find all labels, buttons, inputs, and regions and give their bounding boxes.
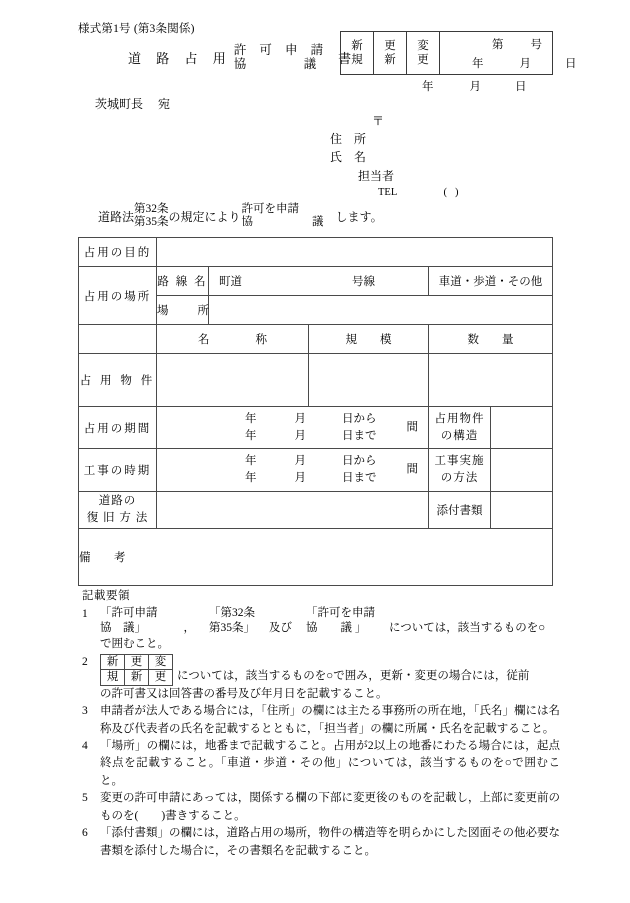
label-method — [429, 449, 491, 491]
note-2-cell-renewal-top: 更 — [125, 654, 149, 669]
note-4-number: 4 — [82, 739, 88, 752]
notes-section — [82, 588, 560, 860]
note-1-pair-2-bottom: 第35条」 — [209, 622, 255, 635]
permit-kind-new[interactable] — [341, 32, 374, 74]
period-from-year: 年 — [245, 413, 257, 425]
permit-kind-renewal-bottom: 新 — [384, 54, 396, 66]
law-suffix: します。 — [335, 209, 383, 224]
road-type-text: 車道・歩道・その他 — [438, 276, 543, 288]
label-restore — [79, 491, 157, 528]
note-2-text: については，該当するものを○で囲み，更新・変更の場合には，従前 — [177, 669, 530, 682]
title-option-permit: 許 可 申 請 — [233, 43, 329, 57]
note-1-pair-3 — [306, 606, 375, 636]
law-action-consultation: 協 議 — [241, 216, 336, 229]
input-route-name[interactable] — [209, 267, 429, 296]
input-period[interactable] — [157, 407, 429, 449]
application-main-table — [78, 237, 553, 586]
table-row-purpose — [79, 238, 553, 267]
note-item-5 — [82, 790, 560, 825]
note-1-pair-1-top: 「許可申請 — [100, 607, 158, 620]
route-value-text: 町道 — [219, 276, 242, 288]
note-2-kind-top-row — [101, 654, 173, 669]
note-item-1 — [82, 606, 560, 653]
period-from-line — [157, 411, 428, 428]
input-method[interactable] — [491, 449, 553, 491]
label-place: 占用の場所 — [79, 267, 157, 325]
permit-date-year: 年 — [472, 58, 484, 70]
label-object: 占 用 物 件 — [79, 354, 157, 407]
permit-number-prefix: 第 — [492, 39, 504, 51]
note-1-number: 1 — [82, 608, 88, 621]
note-2-kind-table — [100, 654, 173, 686]
period-duration-unit: 間 — [406, 421, 418, 434]
table-row-remarks — [79, 528, 553, 585]
label-restore-l2: 復 旧 方 法 — [86, 511, 149, 524]
label-structure — [429, 407, 491, 449]
note-6-number: 6 — [82, 827, 88, 840]
permit-number-box — [340, 31, 577, 75]
period-to-year: 年 — [245, 429, 257, 442]
label-attachment: 添付書類 — [429, 491, 491, 528]
note-1-tail: については，該当するものを○ — [389, 622, 546, 635]
road-type-options[interactable] — [429, 267, 553, 296]
table-row-object-header — [79, 325, 553, 354]
law-clause-32: 第32条 — [134, 203, 169, 215]
period-to-line — [157, 428, 428, 445]
permit-date-line — [440, 55, 577, 71]
label-restore-l1: 道路の — [98, 495, 137, 508]
note-1-pair-3-bottom: 協 議 」 — [306, 622, 367, 635]
submission-date-month: 月 — [469, 81, 481, 93]
table-row-period — [79, 407, 553, 449]
submission-date-day: 日 — [515, 81, 527, 93]
form-number: 様式第1号 (第3条関係) — [78, 23, 195, 35]
object-header-blank — [79, 325, 157, 354]
applicant-tel-row — [378, 185, 458, 201]
note-2-cell-new-top: 新 — [101, 654, 125, 669]
note-1-pair-2 — [209, 606, 255, 636]
note-2-first-line — [100, 654, 560, 686]
input-structure[interactable] — [491, 407, 553, 449]
note-1-tail2: で囲むこと。 — [100, 638, 169, 651]
applicant-block — [330, 112, 458, 201]
label-method-l2: の方法 — [440, 472, 479, 485]
note-1-pair-1 — [100, 606, 158, 636]
note-1-and: 及び — [269, 622, 292, 635]
permit-kind-change[interactable] — [407, 32, 440, 74]
law-clause-35: 第35条 — [134, 216, 169, 229]
note-4-text: 「場所」の欄には，地番まで記載すること。占用が2以上の地番にわたる場合には，起点終点を記載すること。「車道・歩道・その他」については，該当するものを○で囲むこと。 — [100, 739, 560, 787]
law-prefix: 道路法 — [98, 209, 135, 224]
label-purpose: 占用の目的 — [79, 238, 157, 267]
label-place-sub: 場 所 — [157, 296, 209, 325]
note-3-text: 申請者が法人である場合には，「住所」の欄には主たる事務所の所在地，「氏名」欄には名称及び代表者の氏名を記載するとともに，「担当者」の欄に所属・氏名を記載すること。 — [100, 705, 560, 735]
input-object-name[interactable] — [157, 354, 309, 407]
permit-number-fields[interactable] — [440, 32, 577, 74]
permit-kind-renewal-top: 更 — [384, 39, 396, 52]
label-period: 占用の期間 — [79, 407, 157, 449]
permit-kind-new-bottom: 規 — [351, 54, 363, 66]
input-object-scale[interactable] — [309, 354, 429, 407]
note-item-3 — [82, 703, 560, 738]
permit-kind-change-bottom: 更 — [417, 54, 429, 66]
input-place-detail[interactable] — [209, 296, 553, 325]
addressee-suffix: 宛 — [158, 97, 171, 111]
note-2-cell-change-bottom: 更 — [149, 670, 173, 685]
input-attachment[interactable] — [491, 491, 553, 528]
title-suffix: 書 — [338, 50, 352, 66]
label-construction-period: 工事の時期 — [79, 449, 157, 491]
construction-to-day: 日まで — [342, 472, 377, 485]
law-action-options[interactable] — [242, 203, 336, 229]
remarks-cell[interactable] — [79, 528, 553, 585]
period-to-day: 日まで — [342, 429, 377, 442]
law-middle-text: の規定により — [168, 209, 241, 224]
period-from-day: 日から — [342, 413, 377, 425]
applicant-name-label: 氏 名 — [330, 150, 367, 165]
construction-to-month: 月 — [294, 472, 306, 485]
note-1-pair-2-top: 「第32条 — [209, 607, 255, 620]
construction-from-month: 月 — [294, 455, 306, 468]
label-route-name: 路 線 名 — [157, 267, 209, 296]
notes-title: 記載要領 — [82, 590, 130, 602]
note-item-4 — [82, 738, 560, 790]
postal-code-mark: 〒 — [372, 114, 386, 128]
note-item-2 — [82, 654, 560, 703]
permit-date-day: 日 — [565, 58, 577, 70]
submission-date-line[interactable] — [404, 78, 554, 94]
label-structure-l1: 占用物件 — [434, 413, 485, 425]
permit-number-line — [440, 36, 552, 52]
note-1-body — [100, 606, 560, 653]
document-title — [128, 43, 351, 71]
label-remarks: 備 考 — [79, 551, 132, 564]
note-2-text2: の許可書又は回答書の番号及び年月日を記載すること。 — [100, 687, 388, 700]
permit-date-month: 月 — [519, 58, 531, 70]
col-header-name: 名 称 — [157, 325, 309, 354]
note-2-number: 2 — [82, 655, 88, 668]
input-restore[interactable] — [157, 491, 429, 528]
title-main-text: 道 路 占 用 — [128, 50, 232, 66]
note-item-6 — [82, 825, 560, 860]
construction-from-line — [157, 453, 428, 470]
input-construction-period[interactable] — [157, 449, 429, 491]
addressee-line — [95, 95, 170, 112]
route-unit-text: 号線 — [352, 276, 375, 288]
table-row-route — [79, 267, 553, 296]
table-row-object-body — [79, 354, 553, 407]
permit-number-unit: 号 — [530, 39, 542, 51]
submission-date-year: 年 — [422, 81, 434, 93]
construction-to-line — [157, 470, 428, 487]
applicant-contact-label: 担当者 — [358, 168, 395, 183]
label-structure-l2: の構造 — [440, 429, 479, 442]
permit-kind-new-top: 新 — [351, 39, 363, 52]
construction-to-year: 年 — [245, 472, 257, 485]
col-header-quantity: 数 量 — [429, 325, 553, 354]
note-1-stacked-row — [100, 606, 560, 636]
note-1-pair-3-top: 「許可を申請 — [306, 607, 375, 620]
addressee-name: 茨城町長 — [95, 97, 144, 111]
note-3-number: 3 — [82, 705, 88, 718]
applicant-address-label: 住 所 — [330, 132, 367, 147]
note-6-text: 「添付書類」の欄には，道路占用の場所，物件の構造等を明らかにした図面その他必要な書類を添付した場合に，その書類名を記載すること。 — [100, 827, 560, 857]
construction-duration-unit: 間 — [406, 463, 418, 476]
law-clause-line — [98, 203, 383, 229]
title-option-consultation: 協 議 — [233, 57, 322, 71]
table-row-restore — [79, 491, 553, 528]
construction-from-day: 日から — [342, 455, 377, 468]
law-clause-options[interactable] — [134, 203, 169, 229]
label-method-l1: 工事実施 — [434, 455, 485, 468]
note-1-pair-1-bottom: 協 議」 — [100, 622, 146, 635]
note-1-comma: ， — [183, 622, 195, 635]
title-alternatives — [234, 43, 328, 71]
input-object-quantity[interactable] — [429, 354, 553, 407]
applicant-tel-paren-close: ) — [454, 186, 459, 198]
col-header-scale: 規 模 — [309, 325, 429, 354]
note-2-cell-renewal-bottom: 新 — [125, 670, 149, 685]
table-row-construction-period — [79, 449, 553, 491]
note-2-cell-change-top: 変 — [149, 654, 173, 669]
applicant-tel-paren-open: ( — [443, 186, 455, 198]
note-5-text: 変更の許可申請にあっては，関係する欄の下部に変更後のものを記載し，上部に変更前のものを( )書きすること。 — [100, 792, 560, 822]
note-5-number: 5 — [82, 792, 88, 805]
period-from-month: 月 — [294, 413, 306, 425]
law-action-permit: 許可を申請 — [241, 203, 300, 215]
note-2-kind-bottom-row — [101, 670, 173, 685]
note-2-body — [100, 654, 560, 703]
input-purpose[interactable] — [157, 238, 553, 267]
construction-from-year: 年 — [245, 455, 257, 468]
permit-kind-change-top: 変 — [417, 39, 429, 52]
period-to-month: 月 — [294, 429, 306, 442]
permit-kind-renewal[interactable] — [374, 32, 407, 74]
note-2-cell-new-bottom: 規 — [101, 670, 125, 685]
applicant-tel-label: TEL — [378, 186, 397, 198]
